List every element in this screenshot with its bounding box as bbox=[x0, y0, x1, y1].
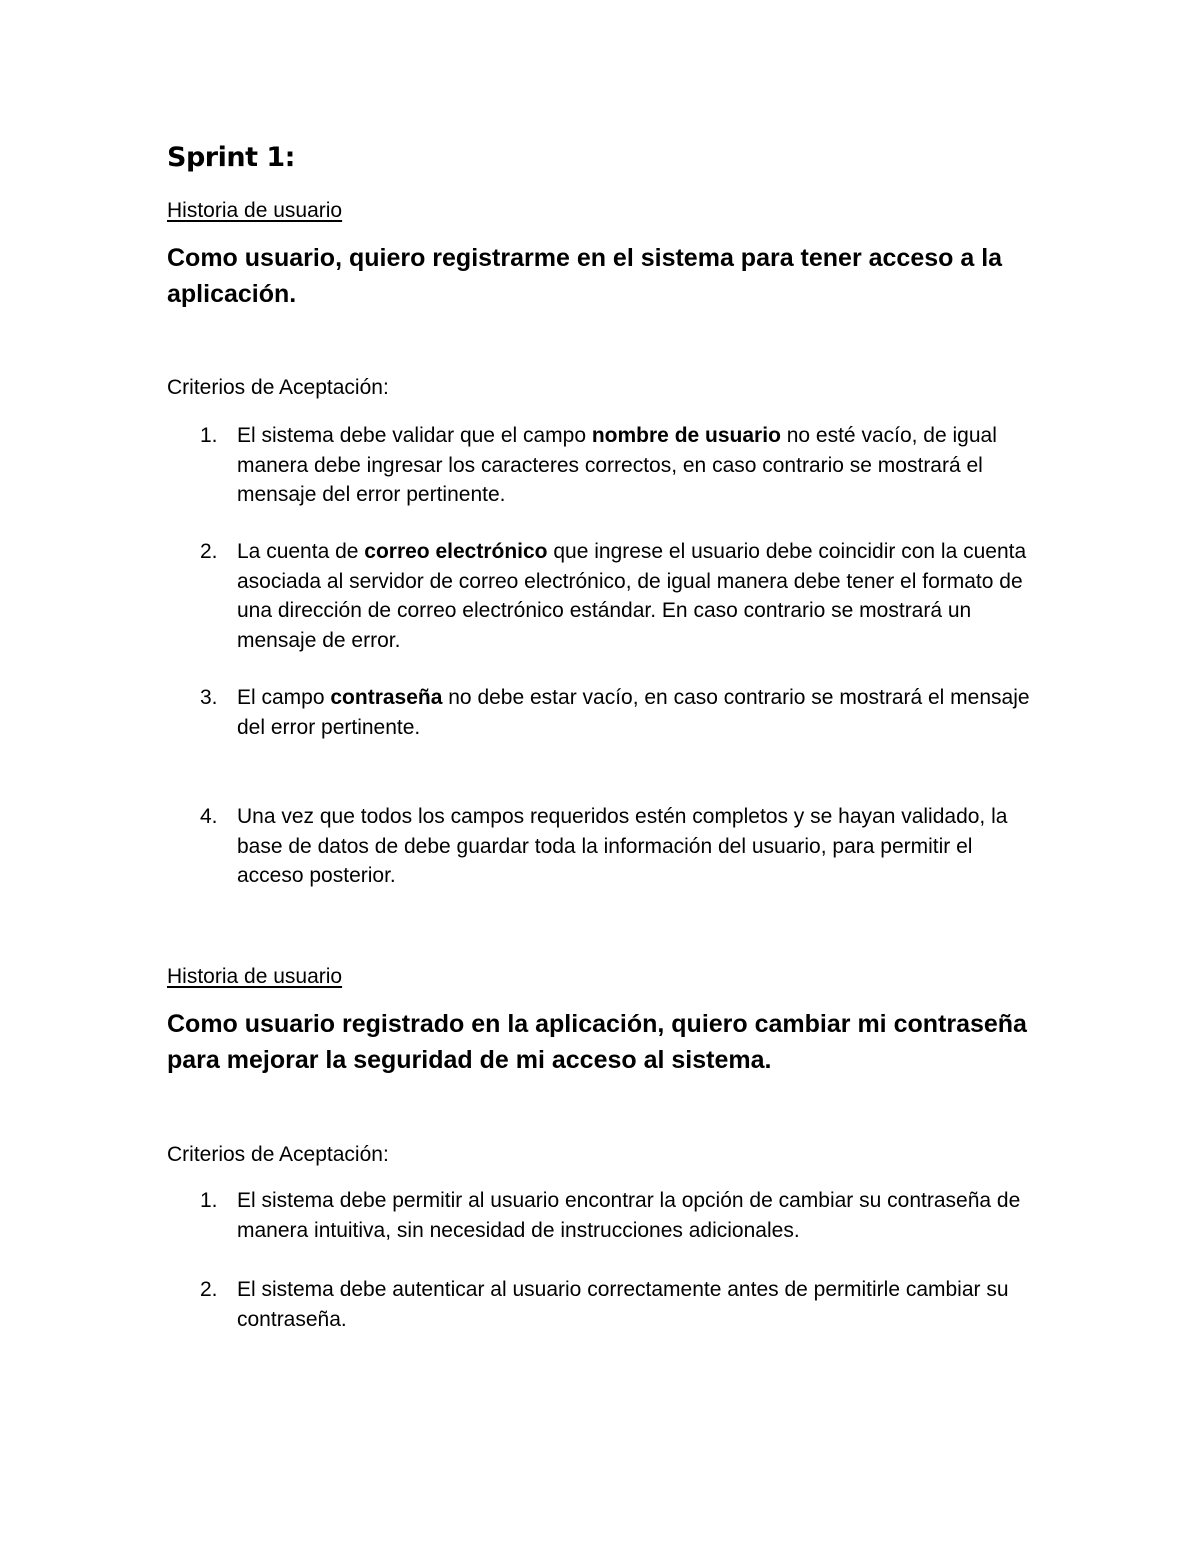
story-1-criteria-title: Criterios de Aceptación: bbox=[167, 376, 389, 399]
story-2-criterion-2 bbox=[200, 1275, 1040, 1334]
criterion-text-end: que ingrese el usuario debe coincidir con la cuenta asociada al servidor de correo electrónico, de igual manera debe tener el formato de una dirección de correo electrónico estándar. En caso contrario se mostrará un mensaje de error. bbox=[237, 540, 1027, 652]
criterion-number: 2. bbox=[200, 540, 218, 563]
story-1-heading: Historia de usuario bbox=[167, 199, 343, 222]
story-2-criterion-1 bbox=[200, 1186, 1040, 1245]
criterion-text: El campo bbox=[237, 686, 331, 709]
criterion-keyword: nombre de usuario bbox=[591, 424, 781, 447]
story-1-criterion-4 bbox=[200, 802, 1040, 891]
story-1-criterion-2 bbox=[200, 537, 1040, 655]
criterion-number: 1. bbox=[200, 1189, 218, 1212]
criterion-text: La cuenta de bbox=[237, 540, 365, 563]
story-1-criterion-1 bbox=[200, 421, 1040, 510]
criterion-number: 4. bbox=[200, 805, 218, 828]
criterion-number: 3. bbox=[200, 686, 218, 709]
criterion-keyword: contraseña bbox=[330, 686, 443, 709]
story-2-criteria-title: Criterios de Aceptación: bbox=[167, 1143, 389, 1166]
criterion-text: Una vez que todos los campos requeridos estén completos y se hayan validado, la base de datos de debe guardar toda la información del usuario, para permitir el acceso posterior. bbox=[237, 805, 1008, 887]
criterion-number: 2. bbox=[200, 1278, 218, 1301]
story-2-statement: Como usuario registrado en la aplicación, quiero cambiar mi contraseña para mejorar la seguridad de mi acceso al sistema. bbox=[167, 1010, 1027, 1074]
story-1-criterion-3 bbox=[200, 683, 1040, 742]
criterion-keyword: correo electrónico bbox=[364, 540, 548, 563]
criterion-text-end: no debe estar vacío, en caso contrario se mostrará el mensaje del error pertinente. bbox=[237, 686, 1030, 739]
sprint-title: Sprint 1: bbox=[167, 142, 295, 173]
criterion-text: El sistema debe autenticar al usuario correctamente antes de permitirle cambiar su contraseña. bbox=[237, 1278, 1009, 1331]
story-1-statement: Como usuario, quiero registrarme en el sistema para tener acceso a la aplicación. bbox=[167, 244, 1003, 308]
criterion-number: 1. bbox=[200, 424, 218, 447]
criterion-text: El sistema debe validar que el campo bbox=[237, 424, 592, 447]
criterion-text: El sistema debe permitir al usuario encontrar la opción de cambiar su contraseña de manera intuitiva, sin necesidad de instrucciones adicionales. bbox=[237, 1189, 1021, 1242]
story-2-heading: Historia de usuario bbox=[167, 965, 343, 988]
criterion-text-end: no esté vacío, de igual manera debe ingresar los caracteres correctos, en caso contrario se mostrará el mensaje del error pertinente. bbox=[237, 424, 997, 506]
